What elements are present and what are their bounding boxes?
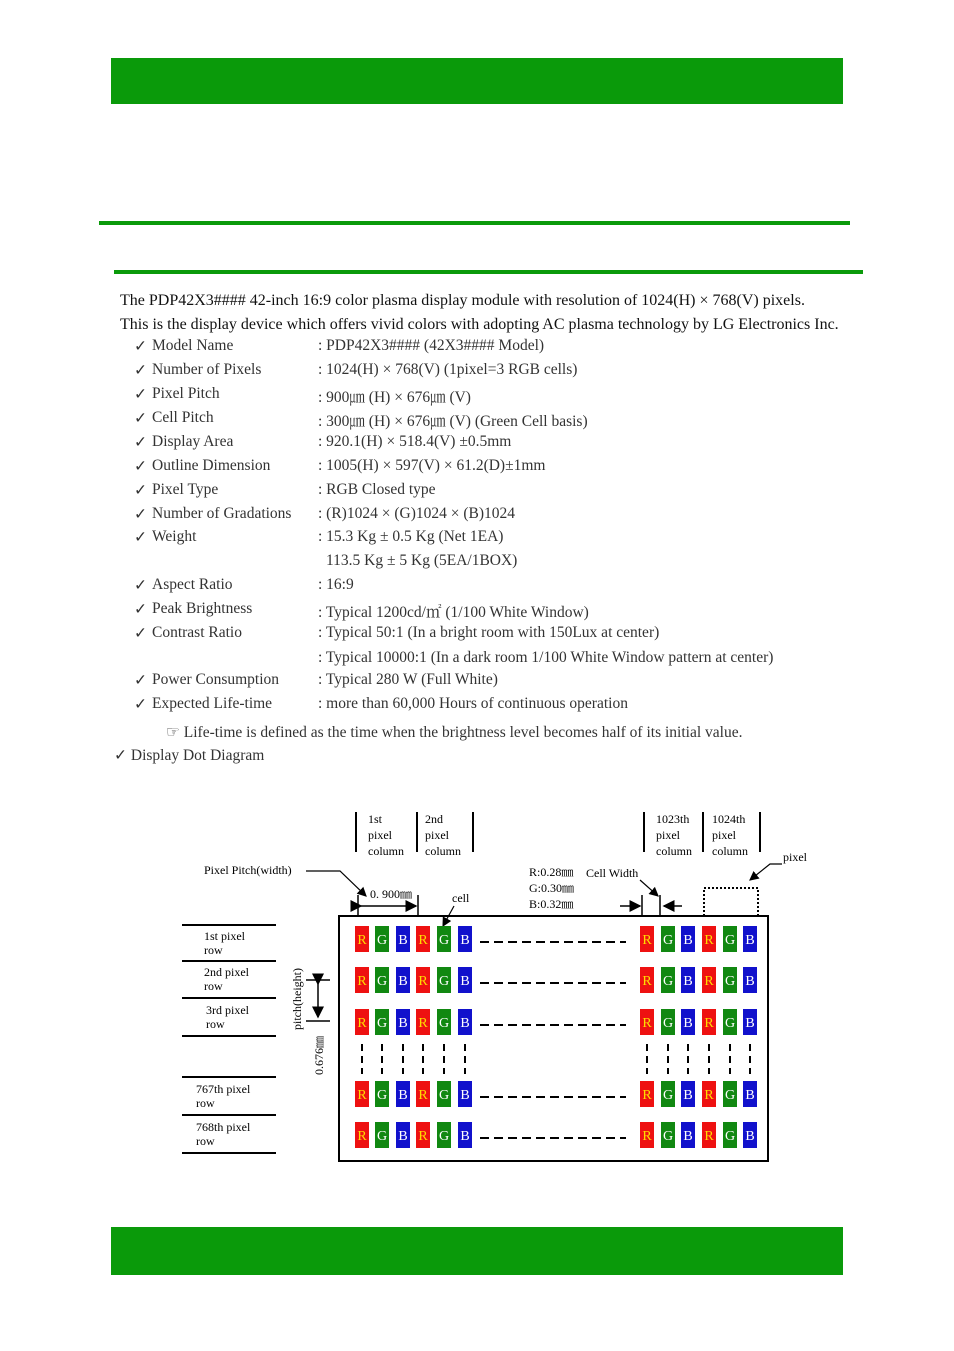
row-label-line2: row [196, 1096, 215, 1110]
spec-value: : Typical 1200cd/㎡ (1/100 White Window) [318, 604, 589, 621]
cell-letter: G [662, 1088, 674, 1103]
spec-value: : 1024(H) × 768(V) (1pixel=3 RGB cells) [318, 361, 578, 378]
spec-value: : 920.1(H) × 518.4(V) ±0.5mm [318, 433, 512, 450]
pixel-label: pixel [783, 850, 807, 864]
cell-letter: R [418, 1088, 428, 1103]
spec-label: Model Name [152, 337, 234, 354]
check-icon: ✓ [134, 696, 147, 713]
column-label-line2: pixel [425, 828, 449, 842]
spec-value: : 900㎛ (H) × 676㎛ (V) [318, 389, 471, 406]
spec-label: Expected Life-time [152, 695, 273, 712]
column-label-line3: column [712, 844, 748, 858]
dot-diagram-label: Display Dot Diagram [130, 747, 265, 764]
spec-value: : (R)1024 × (G)1024 × (B)1024 [318, 505, 516, 522]
cell-letter: B [398, 1129, 408, 1144]
cell-width-value: B:0.32㎜ [529, 897, 574, 911]
cell-letter: B [460, 1129, 470, 1144]
check-icon: ✓ [134, 482, 147, 499]
column-label-line3: column [656, 844, 692, 858]
cell-letter: R [704, 1129, 714, 1144]
cell-letter: G [662, 1016, 674, 1031]
row-label-line2: row [206, 1017, 225, 1031]
intro-line-1: The PDP42X3#### 42-inch 16:9 color plasma display module with resolution of 1024(H) × 768(V) pixels. [120, 292, 805, 309]
cell-letter: R [418, 974, 428, 989]
cell-letter: G [438, 1016, 450, 1031]
check-icon: ✓ [134, 601, 147, 618]
spec-label: Pixel Pitch [152, 385, 220, 402]
cell-letter: B [745, 1016, 755, 1031]
cell-letter: B [460, 1016, 470, 1031]
spec-value: : Typical 50:1 (In a bright room with 150Lux at center) [318, 624, 660, 641]
cell-letter: B [398, 933, 408, 948]
check-icon: ✓ [134, 672, 147, 689]
cell-width-label: Cell Width [586, 866, 639, 880]
height-value: 0.676㎜ [312, 1035, 326, 1075]
cell-letter: B [683, 1016, 693, 1031]
column-label-line1: 1023th [656, 812, 690, 826]
spec-label: Number of Gradations [152, 505, 292, 522]
cell-letter: B [460, 1088, 470, 1103]
cell-letter: B [683, 1129, 693, 1144]
pixel-pitch-label: Pixel Pitch(width) [204, 863, 292, 877]
cell-letter: B [398, 1088, 408, 1103]
cell-letter: R [357, 974, 367, 989]
cell-letter: B [460, 933, 470, 948]
spec-value: : more than 60,000 Hours of continuous operation [318, 695, 628, 712]
spec-value: : RGB Closed type [318, 481, 436, 498]
cell-letter: B [683, 933, 693, 948]
row-label-line2: row [204, 979, 223, 993]
column-label-line2: pixel [656, 828, 680, 842]
cell-letter: G [438, 1088, 450, 1103]
row-label-line2: row [204, 943, 223, 957]
cell-letter: R [642, 1088, 652, 1103]
spec-value: : 1005(H) × 597(V) × 61.2(D)±1mm [318, 457, 546, 474]
spec-value: 113.5 Kg ± 5 Kg (5EA/1BOX) [326, 552, 518, 569]
spec-label: Display Area [152, 433, 234, 450]
cell-letter: B [745, 933, 755, 948]
cell-letter: B [460, 974, 470, 989]
pixel-arrow [750, 864, 782, 880]
row-label-line1: 1st pixel [204, 929, 245, 943]
spec-label: Aspect Ratio [152, 576, 233, 593]
check-icon: ✓ [134, 434, 147, 451]
spec-label: Weight [152, 528, 197, 545]
cell-letter: G [724, 1088, 736, 1103]
cell-letter: R [357, 933, 367, 948]
cell-letter: G [662, 933, 674, 948]
spec-label: Cell Pitch [152, 409, 214, 426]
spec-label: Peak Brightness [152, 600, 253, 617]
cell-letter: G [724, 933, 736, 948]
cell-letter: B [745, 1129, 755, 1144]
cell-letter: R [642, 974, 652, 989]
check-icon: ✓ [134, 362, 147, 379]
spec-value: : Typical 10000:1 (In a dark room 1/100 White Window pattern at center) [318, 649, 774, 666]
row-label-line1: 3rd pixel [206, 1003, 249, 1017]
cell-letter: R [642, 1016, 652, 1031]
cell-letter: G [724, 974, 736, 989]
row-label-line1: 767th pixel [196, 1082, 251, 1096]
column-label-line1: 1024th [712, 812, 746, 826]
spec-value: : PDP42X3#### (42X3#### Model) [318, 337, 545, 354]
check-icon: ✓ [134, 338, 147, 355]
spec-label: Contrast Ratio [152, 624, 242, 641]
check-icon: ✓ [134, 577, 147, 594]
cell-letter: G [662, 974, 674, 989]
cell-letter: R [418, 1016, 428, 1031]
cell-letter: R [704, 974, 714, 989]
cell-letter: B [398, 1016, 408, 1031]
cell-width-arrow [640, 880, 658, 896]
check-icon: ✓ [134, 625, 147, 642]
cell-letter: G [724, 1129, 736, 1144]
check-icon: ✓ [134, 410, 147, 427]
cell-letter: G [376, 1129, 388, 1144]
spec-label: Outline Dimension [152, 457, 271, 474]
check-icon: ✓ [134, 529, 147, 546]
cell-letter: G [438, 1129, 450, 1144]
cell-width-value: G:0.30㎜ [529, 881, 575, 895]
spec-value: : 16:9 [318, 576, 354, 593]
spec-value: : 15.3 Kg ± 0.5 Kg (Net 1EA) [318, 528, 504, 545]
life-time-note: ☞ Life-time is defined as the time when the brightness level becomes half of its initial value. [166, 724, 743, 741]
cell-letter: R [704, 1088, 714, 1103]
intro-line-2: This is the display device which offers vivid colors with adopting AC plasma technology by LG Electronics Inc. [120, 316, 839, 333]
check-icon: ✓ [134, 506, 147, 523]
footer-bar [111, 1227, 843, 1275]
cell-letter: R [357, 1016, 367, 1031]
cell-label: cell [452, 891, 470, 905]
pixel-dotted-box [704, 888, 758, 916]
cell-letter: R [418, 1129, 428, 1144]
column-label-line2: pixel [368, 828, 392, 842]
cell-letter: R [418, 933, 428, 948]
height-label: pitch(height) [290, 968, 304, 1030]
column-label-line3: column [368, 844, 404, 858]
cell-letter: G [376, 974, 388, 989]
spec-label: Power Consumption [152, 671, 280, 688]
cell-letter: G [438, 974, 450, 989]
cell-letter: R [642, 1129, 652, 1144]
cell-letter: B [398, 974, 408, 989]
cell-letter: G [662, 1129, 674, 1144]
column-label-line1: 1st [368, 812, 383, 826]
cell-width-value: R:0.28㎜ [529, 865, 574, 879]
cell-letter: G [376, 1016, 388, 1031]
cell-letter: G [724, 1016, 736, 1031]
column-label-line3: column [425, 844, 461, 858]
column-label-line2: pixel [712, 828, 736, 842]
cell-letter: B [745, 974, 755, 989]
spec-label: Number of Pixels [152, 361, 262, 378]
spec-value: : 300㎛ (H) × 676㎛ (V) (Green Cell basis) [318, 413, 588, 430]
cell-letter: R [704, 1016, 714, 1031]
cell-letter: R [357, 1129, 367, 1144]
cell-letter: R [357, 1088, 367, 1103]
cell-letter: G [376, 933, 388, 948]
check-icon: ✓ [134, 458, 147, 475]
row-label-line1: 2nd pixel [204, 965, 249, 979]
cell-letter: G [376, 1088, 388, 1103]
spec-label: Pixel Type [152, 481, 219, 498]
pitch-value: 0. 900㎜ [370, 887, 413, 901]
check-icon: ✓ [114, 747, 127, 764]
column-label-line1: 2nd [425, 812, 443, 826]
cell-letter: G [438, 933, 450, 948]
spec-value: : Typical 280 W (Full White) [318, 671, 498, 688]
cell-letter: B [683, 1088, 693, 1103]
row-label-line1: 768th pixel [196, 1120, 251, 1134]
row-label-line2: row [196, 1134, 215, 1148]
cell-letter: R [642, 933, 652, 948]
pixel-pitch-arrow [306, 871, 366, 896]
check-icon: ✓ [134, 386, 147, 403]
cell-letter: B [745, 1088, 755, 1103]
cell-letter: R [704, 933, 714, 948]
cell-letter: B [683, 974, 693, 989]
